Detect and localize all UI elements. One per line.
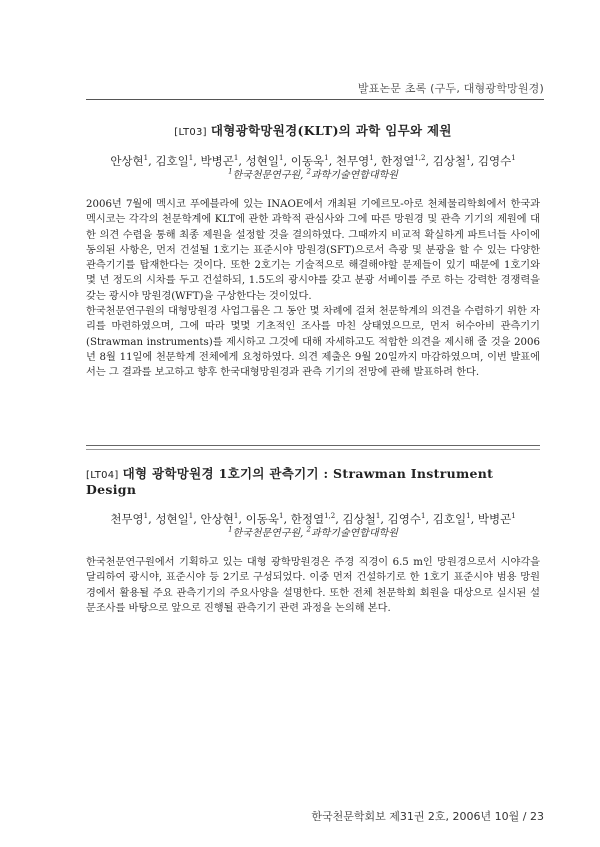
abstract-body xyxy=(86,555,540,616)
abstract-code: [LT03] xyxy=(174,127,207,138)
affiliation-line: $^1$한국천문연구원, $^2$과학기술연합대학원 xyxy=(228,525,398,539)
author-name: 성현일$^1$ xyxy=(245,154,284,168)
header-rule xyxy=(86,99,544,100)
abstract-code: [LT04] xyxy=(86,470,119,481)
affil-sup: 1 xyxy=(228,525,233,534)
author-affil-sup: 1 xyxy=(511,512,516,521)
affil-sup: 2 xyxy=(306,525,311,534)
page-footer: 한국천문학회보 제31권 2호, 2006년 10월 / 23 xyxy=(311,810,544,823)
abstract-title-text: 대형 광학망원경 1호기의 관측기기 : Strawman Instrument Design xyxy=(86,466,494,497)
author-name: 김상철$^1$ xyxy=(432,154,471,168)
author-name: 박병곤$^1$ xyxy=(200,154,239,168)
abstract-lt03 xyxy=(86,121,540,381)
author-name: 이동욱$^1$ xyxy=(290,154,329,168)
author-list: 천무영$^1$, 성현일$^1$, 안상현$^1$, 이동욱$^1$, 한정열$^{1,2}$, 김상철$^1$, 김영수$^1$, 김호일$^1$, 박병곤$^1$ xyxy=(110,512,516,526)
author-affil-sup: 1,2 xyxy=(414,154,426,163)
author-affil-sup: 1 xyxy=(233,512,239,521)
author-affil-sup: 1 xyxy=(324,154,329,163)
author-affil-sup: 1 xyxy=(143,512,149,521)
running-header: 발표논문 초록 (구두, 대형광학망원경) xyxy=(357,82,544,95)
section-divider xyxy=(86,445,540,446)
author-name: 박병곤$^1$ xyxy=(477,512,516,526)
paragraph: 2006년 7월에 멕시코 푸에블라에 있는 INAOE에서 개최된 기에르모-아로 천체물리학회에서 한국과 멕시코는 각각의 천문학계에 KLT에 관한 과학적 관심사와 그에 따른 망원경 및 관측 기기의 제원에 대한 의견 수렴을 통해 최종 제원을 설정할 것을 결의하였다. 그때까지 비교적 확실하게 파트너들 사이에 동의된 사항은, 먼저 건설될 1호기는 표준시야 망원경(SFT)으로서 측광 및 분광을 할 수 있는 다양한 관측기기를 탑재한다는 것이다. 또한 2호기는 기술적으로 해결해야할 문제들이 있기 때문에 1호기와 몇 년 정도의 시차를 두고 건설하되, 1.5도의 광시야를 갖고 분광 서베이를 주로 하는 강력한 경쟁력을 갖는 광시야 망원경(WFT)을 구상한다는 것이었다. xyxy=(86,199,540,302)
author-affil-sup: 1 xyxy=(278,154,284,163)
author-list: 안상현$^1$, 김호일$^1$, 박병곤$^1$, 성현일$^1$, 이동욱$^1$, 천무영$^1$, 한정열$^{1,2}$, 김상철$^1$, 김영수$^1$ xyxy=(110,154,516,168)
abstract-body xyxy=(86,197,540,381)
author-name: 천무영$^1$ xyxy=(335,154,374,168)
author-name: 안상현$^1$ xyxy=(200,512,239,526)
affil-name: 한국천문연구원 xyxy=(232,528,301,539)
author-affil-sup: 1 xyxy=(233,154,239,163)
author-affil-sup: 1 xyxy=(278,512,284,521)
affil-name: 한국천문연구원 xyxy=(232,170,301,181)
author-affil-sup: 1 xyxy=(188,154,194,163)
author-affil-sup: 1 xyxy=(420,512,426,521)
author-affil-sup: 1 xyxy=(143,154,149,163)
author-name: 김상철$^1$ xyxy=(342,512,381,526)
author-affil-sup: 1 xyxy=(466,154,471,163)
author-affil-sup: 1 xyxy=(188,512,194,521)
author-name: 한정열$^{1,2}$ xyxy=(290,512,336,526)
section-divider xyxy=(86,449,540,450)
author-affil-sup: 1 xyxy=(466,512,471,521)
author-name: 이동욱$^1$ xyxy=(245,512,284,526)
paragraph: 한국천문연구원에서 기획하고 있는 대형 광학망원경은 주경 직경이 6.5 m인 망원경으로서 시야각을 달리하여 광시야, 표준시야 등 2기로 구성되었다. 이중 먼저 건설하기로 한 1호기 표준시야 범용 망원경에서 활용될 주요 관측기기의 주요사양을 설명한다. 또한 전체 천문학회 회원을 대상으로 실시된 설문조사를 바탕으로 앞으로 진행될 관측기기 관련 과정을 논의해 본다. xyxy=(86,557,540,614)
author-affil-sup: 1 xyxy=(369,154,374,163)
author-affil-sup: 1 xyxy=(511,154,516,163)
author-name: 한정열$^{1,2}$ xyxy=(380,154,426,168)
author-name: 김호일$^1$ xyxy=(432,512,471,526)
author-affil-sup: 1,2 xyxy=(324,512,336,521)
author-name: 천무영$^1$ xyxy=(110,512,149,526)
author-name: 김호일$^1$ xyxy=(155,154,194,168)
author-name: 안상현$^1$ xyxy=(110,154,149,168)
author-name: 김영수$^1$ xyxy=(477,154,516,168)
paragraph: 한국천문연구원의 대형망원경 사업그룹은 그 동안 몇 차례에 걸쳐 천문학계의 의견을 수렴하기 위한 자리를 마련하였으며, 그에 따라 몇몇 기초적인 조사를 마친 상태였으므로, 먼저 허수아비 관측기기(Strawman instruments)를 제시하고 그것에 대해 자세하고도 적합한 의견을 제시해 줄 것을 2006년 8월 11일에 천문학계 전체에게 요청하였다. 의견 제출은 9월 20일까지 마감하였으며, 이번 발표에서는 그 결과를 보고하고 향후 한국대형망원경과 관측 기기의 전망에 관해 발표하려 한다. xyxy=(86,306,540,379)
abstract-title-text: 대형광학망원경(KLT)의 과학 임무와 제원 xyxy=(210,123,452,138)
abstract-lt04 xyxy=(86,464,540,616)
abstract-title xyxy=(86,464,540,497)
author-name: 김영수$^1$ xyxy=(387,512,426,526)
author-name: 성현일$^1$ xyxy=(155,512,194,526)
author-affil-sup: 1 xyxy=(375,512,381,521)
affil-sup: 1 xyxy=(228,167,233,176)
affil-name: 과학기술연합대학원 xyxy=(310,528,398,539)
affil-name: 과학기술연합대학원 xyxy=(310,170,398,181)
affiliation-line: $^1$한국천문연구원, $^2$과학기술연합대학원 xyxy=(228,167,398,181)
affil-sup: 2 xyxy=(306,167,311,176)
abstract-title xyxy=(86,121,540,139)
